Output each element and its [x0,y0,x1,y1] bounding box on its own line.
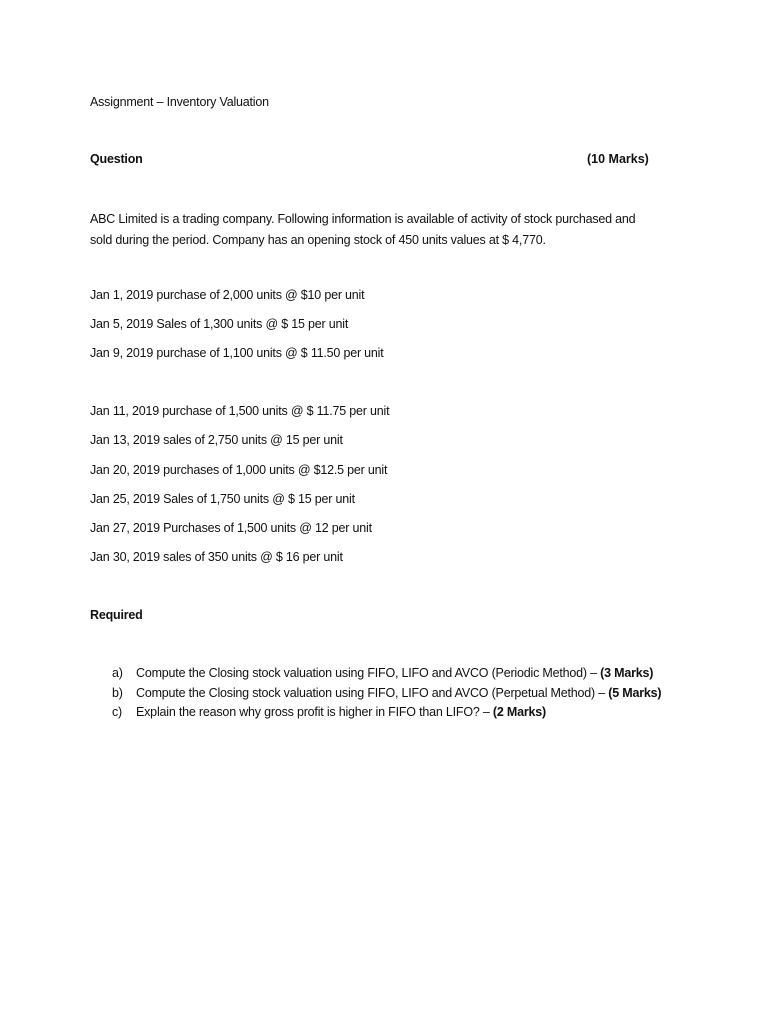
requirement-item [112,664,661,684]
requirement-label: c) [112,705,123,719]
transaction-line: Jan 11, 2019 purchase of 1,500 units @ $ 11.75 per unit [90,404,390,418]
requirement-label: b) [112,685,123,700]
intro-paragraph [90,209,690,250]
transaction-line: Jan 5, 2019 Sales of 1,300 units @ $ 15 per unit [90,317,349,331]
question-label: Question [90,152,143,166]
requirement-marks: (2 Marks) [492,705,547,719]
transaction-line: Jan 20, 2019 purchases of 1,000 units @ $12.5 per unit [90,463,388,477]
requirement-item [112,684,661,704]
requirement-label: a) [112,666,123,680]
required-label: Required [90,608,143,622]
requirement-text: Compute the Closing stock valuation using FIFO, LIFO and AVCO (Perpetual Method) – [136,685,609,700]
transaction-line: Jan 1, 2019 purchase of 2,000 units @ $10 per unit [90,288,365,302]
requirements-list [112,664,661,723]
requirement-item [112,703,661,723]
requirement-text: Explain the reason why gross profit is higher in FIFO than LIFO? – [136,705,493,719]
transaction-line: Jan 25, 2019 Sales of 1,750 units @ $ 15 per unit [90,492,355,506]
question-marks: (10 Marks) [587,152,649,166]
requirement-text: Compute the Closing stock valuation using FIFO, LIFO and AVCO (Periodic Method) – [136,666,601,680]
transaction-line: Jan 30, 2019 sales of 350 units @ $ 16 per unit [90,550,343,564]
transaction-line: Jan 9, 2019 purchase of 1,100 units @ $ 11.50 per unit [90,346,384,360]
transaction-line: Jan 27, 2019 Purchases of 1,500 units @ 12 per unit [90,521,372,535]
transaction-line: Jan 13, 2019 sales of 2,750 units @ 15 per unit [90,433,343,447]
intro-line-1: ABC Limited is a trading company. Following information is available of activity of stock purchased and [90,212,636,226]
requirement-marks: (3 Marks) [600,666,654,680]
assignment-title: Assignment – Inventory Valuation [90,95,269,109]
requirement-marks: (5 Marks) [608,685,662,700]
intro-line-2: sold during the period. Company has an opening stock of 450 units values at $ 4,770. [90,232,546,247]
